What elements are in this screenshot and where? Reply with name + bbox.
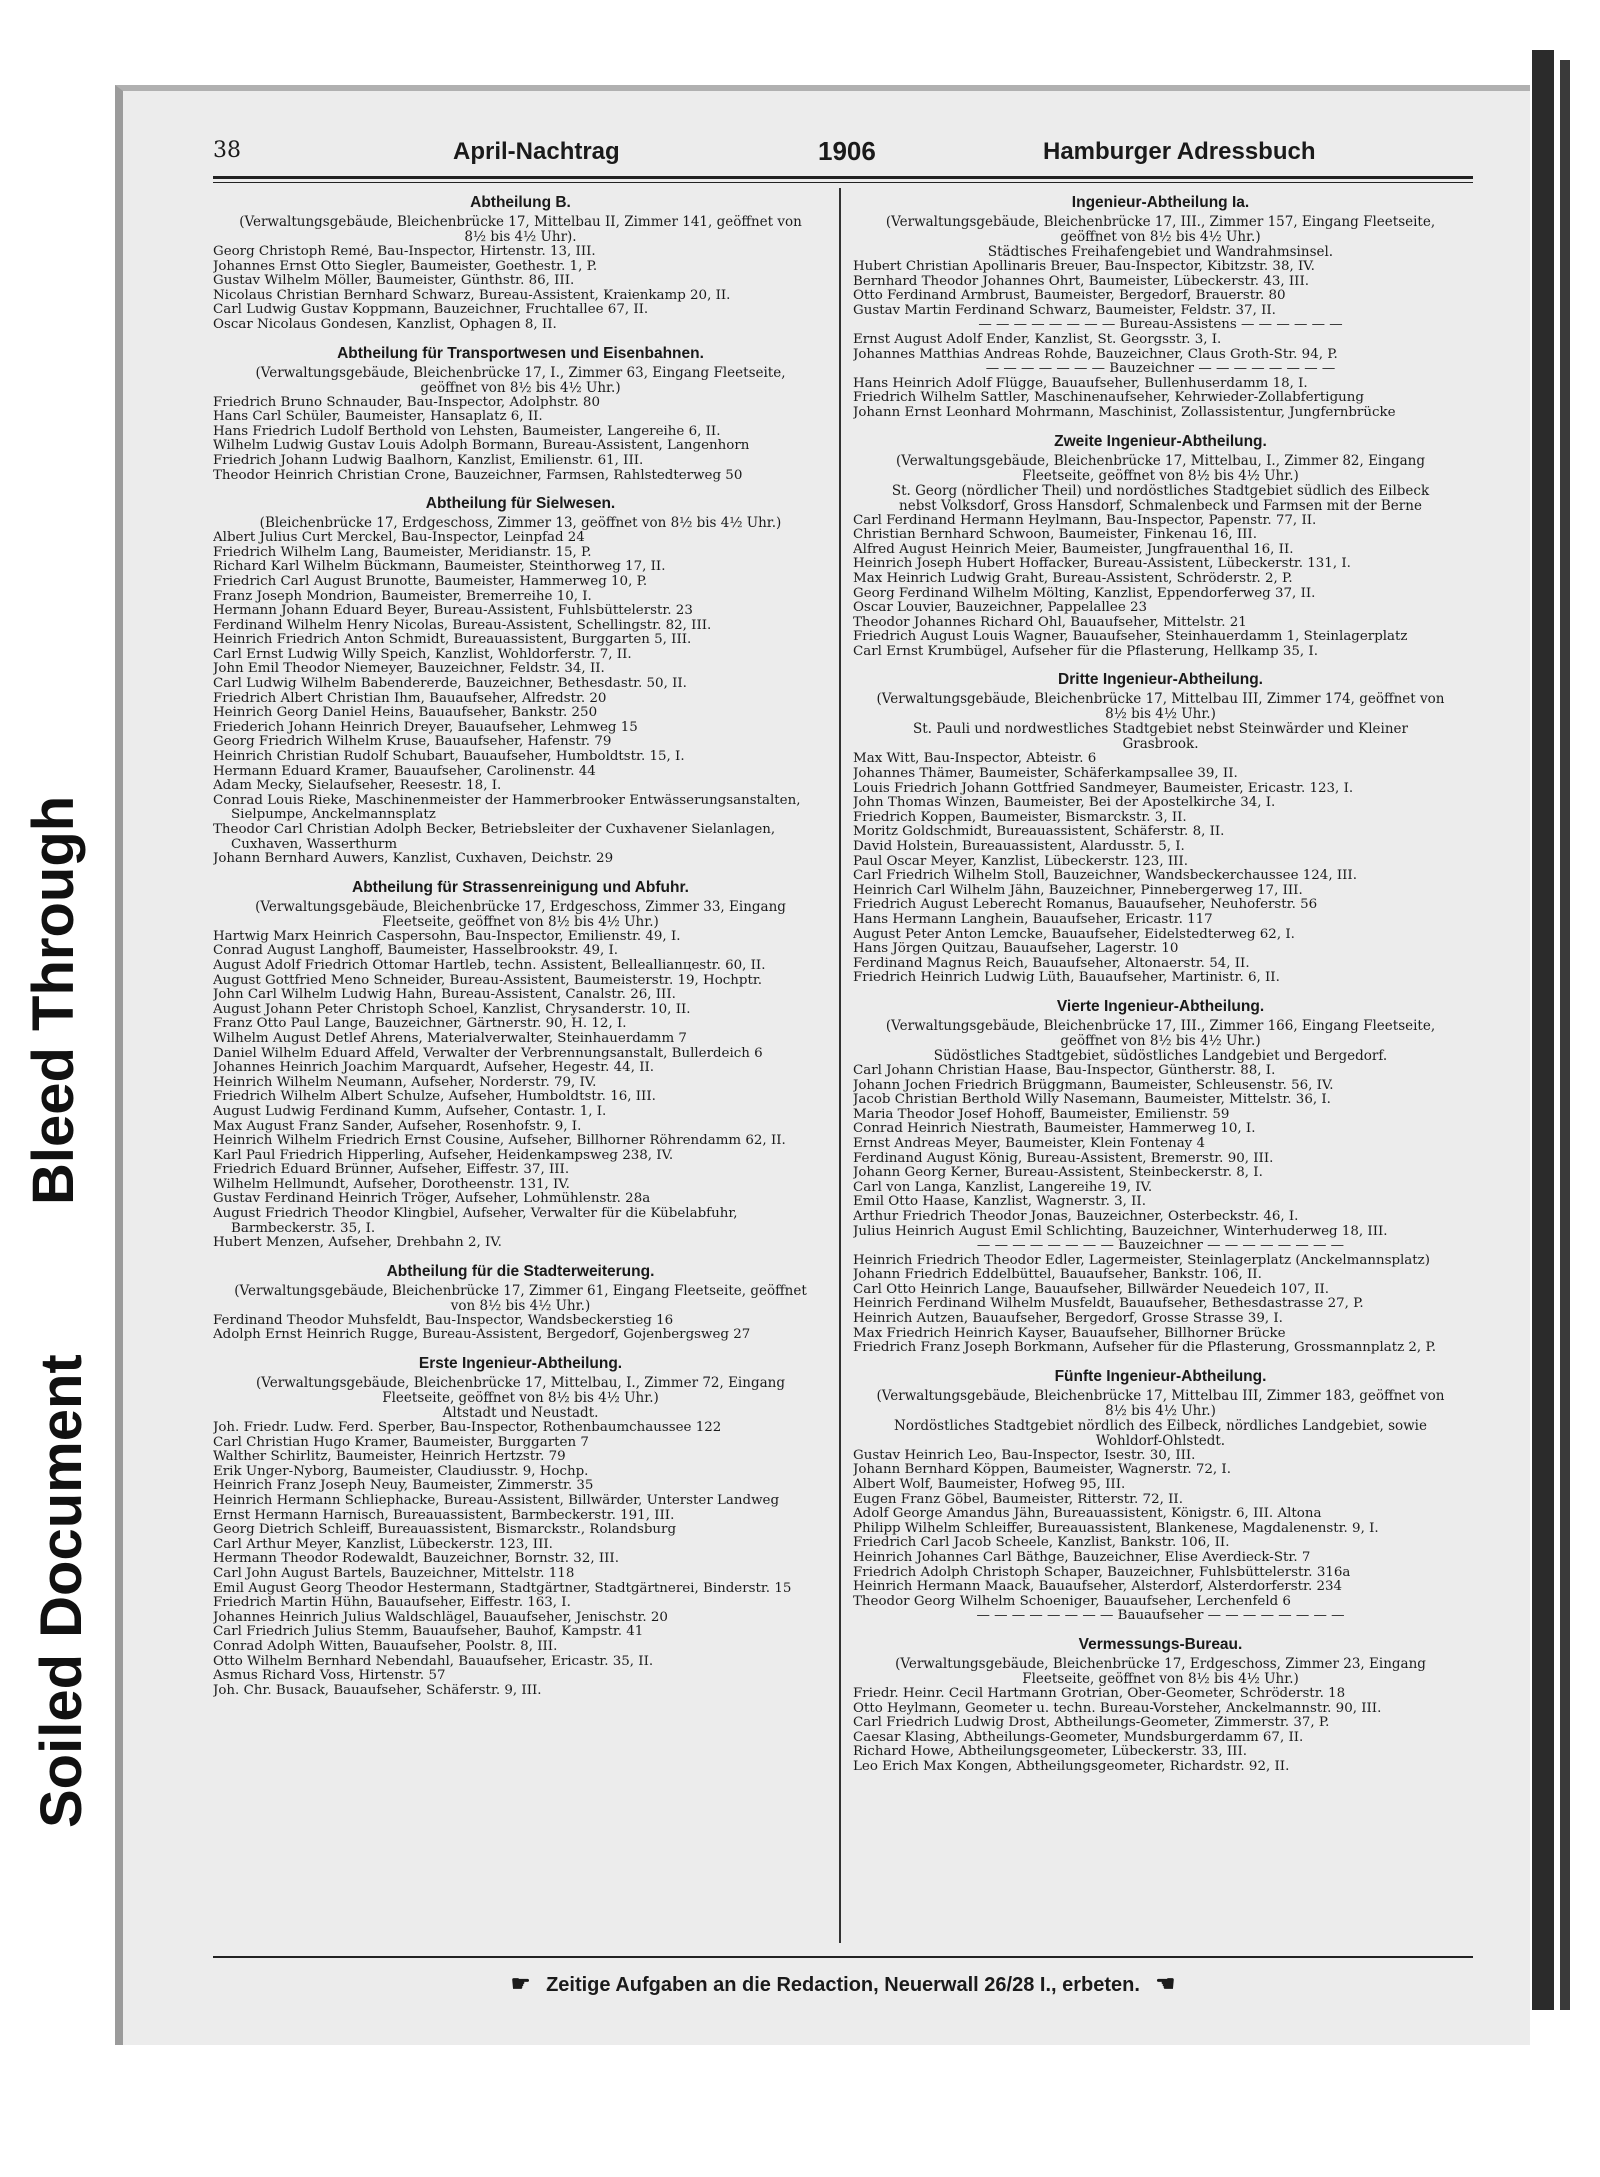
header-year: 1906 xyxy=(818,136,876,166)
section-address: (Verwaltungsgebäude, Bleichenbrücke 17, Mittelbau II, Zimmer 141, geöffnet von 8½ bis 4½ Uhr). xyxy=(239,214,802,245)
directory-entry: John Thomas Winzen, Baumeister, Bei der Apostelkirche 34, I. xyxy=(853,796,1276,811)
directory-entry: Hubert Christian Apollinaris Breuer, Bau-Inspector, Kibitzstr. 38, IV. xyxy=(853,260,1315,274)
section-address: (Verwaltungsgebäude, Bleichenbrücke 17, III., Zimmer 157, Eingang Fleetseite, geöffnet von 8½ bis 4½ Uhr.) xyxy=(885,214,1436,245)
directory-entry: Carl Arthur Meyer, Kanzlist, Lübeckerstr. 123, III. xyxy=(213,1537,553,1552)
directory-entry: Carl John August Bartels, Bauzeichner, Mittelstr. 118 xyxy=(213,1566,575,1581)
section-title: Fünfte Ingenieur-Abtheilung. xyxy=(1054,1367,1267,1385)
section-address: (Verwaltungsgebäude, Bleichenbrücke 17, Mittelbau, I., Zimmer 82, Eingang Fleetseite, geöffnet von 8½ bis 4½ Uhr.) xyxy=(896,452,1425,484)
directory-entry: Bernhard Theodor Johannes Ohrt, Baumeister, Lübeckerstr. 43, III. xyxy=(853,274,1309,289)
directory-entry: Friedrich Koppen, Baumeister, Bismarckstr. 3, II. xyxy=(853,810,1187,825)
directory-entry: Heinrich Carl Wilhelm Jähn, Bauzeichner, Pinnebergerweg 17, III. xyxy=(853,883,1303,898)
directory-entry: Adolph Ernst Heinrich Rugge, Bureau-Assistent, Bergedorf, Gojenbergsweg 27 xyxy=(213,1328,751,1343)
directory-entry: August Ludwig Ferdinand Kumm, Aufseher, Contastr. 1, I. xyxy=(213,1104,607,1119)
directory-entry: Carl Ludwig Gustav Koppmann, Bauzeichner, Fruchtallee 67, II. xyxy=(213,303,649,318)
dashed-separator: — — — — — — — — Bureau-Assistens — — — — — — xyxy=(978,318,1343,333)
header-edition: April-Nachtrag xyxy=(453,138,620,165)
directory-entry: David Holstein, Bureauassistent, Alardusstr. 5, I. xyxy=(853,840,1185,855)
directory-entry: Johann Bernhard Köppen, Baumeister, Wagnerstr. 72, I. xyxy=(853,1463,1231,1478)
section-title: Abtheilung für Strassenreinigung und Abfuhr. xyxy=(352,878,689,896)
directory-entry: Hans Hermann Langhein, Bauaufseher, Ericastr. 117 xyxy=(853,913,1213,927)
directory-entry: Adolf George Amandus Jähn, Bureauassistent, Königstr. 6, III. Altona xyxy=(853,1507,1322,1522)
directory-entry: Heinrich Autzen, Bauaufseher, Bergedorf, Grosse Strasse 39, I. xyxy=(853,1312,1283,1327)
directory-entry: John Carl Wilhelm Ludwig Hahn, Bureau-Assistent, Canalstr. 26, III. xyxy=(213,988,676,1003)
directory-entry: Hans Carl Schüler, Baumeister, Hansaplatz 6, II. xyxy=(213,410,543,425)
directory-entry: Max August Franz Sander, Aufseher, Rosenhofstr. 9, I. xyxy=(213,1119,582,1134)
directory-entry: Jacob Christian Berthold Willy Nasemann, Baumeister, Mittelstr. 36, I. xyxy=(853,1093,1331,1108)
directory-entry: Gustav Wilhelm Möller, Baumeister, Günthstr. 86, III. xyxy=(213,274,575,289)
section-title: Abtheilung für Transportwesen und Eisenbahnen. xyxy=(337,344,704,362)
directory-entry: Joh. Friedr. Ludw. Ferd. Sperber, Bau-Inspector, Rothenbaumchaussee 122 xyxy=(213,1421,722,1436)
directory-entry: Asmus Richard Voss, Hirtenstr. 57 xyxy=(213,1669,446,1684)
section-title: Erste Ingenieur-Abtheilung. xyxy=(418,1355,623,1373)
document-page xyxy=(115,85,1530,2045)
section-address: (Verwaltungsgebäude, Bleichenbrücke 17, Erdgeschoss, Zimmer 23, Eingang Fleetseite, geöffnet von 8½ bis 4½ Uhr.) xyxy=(895,1655,1426,1687)
directory-entry: Daniel Wilhelm Eduard Affeld, Verwalter der Verbrennungsanstalt, Bullerdeich 6 xyxy=(213,1046,763,1061)
directory-entry: Friedrich Wilhelm Albert Schulze, Aufseher, Humboldtstr. 16, III. xyxy=(213,1090,656,1105)
directory-entry: Heinrich Friedrich Anton Schmidt, Bureauassistent, Burggarten 5, III. xyxy=(213,633,692,648)
directory-entry: Max Heinrich Ludwig Graht, Bureau-Assistent, Schröderstr. 2, P. xyxy=(853,571,1293,586)
directory-entry: Hans Heinrich Adolf Flügge, Bauaufseher, Bullenhuserdamm 18, I. xyxy=(853,376,1308,391)
directory-entry: Ernst Hermann Harnisch, Bureauassistent, Barmbeckerstr. 191, III. xyxy=(213,1508,675,1523)
section xyxy=(853,1636,1468,1775)
section-address: (Verwaltungsgebäude, Bleichenbrücke 17, Erdgeschoss, Zimmer 33, Eingang Fleetseite, geöffnet von 8½ bis 4½ Uhr.) xyxy=(255,898,786,930)
directory-entry: Theodor Georg Wilhelm Schoeniger, Bauaufseher, Lerchenfeld 6 xyxy=(853,1594,1291,1609)
bleed-through-label: Bleed Through xyxy=(21,795,86,1205)
section-address: (Verwaltungsgebäude, Bleichenbrücke 17, Mittelbau, I., Zimmer 72, Eingang Fleetseite, geöffnet von 8½ bis 4½ Uhr.) xyxy=(256,1375,785,1407)
directory-entry: Hubert Menzen, Aufseher, Drehbahn 2, IV. xyxy=(213,1236,502,1251)
section-address: (Bleichenbrücke 17, Erdgeschoss, Zimmer 13, geöffnet von 8½ bis 4½ Uhr.) xyxy=(259,515,782,532)
directory-entry: Otto Ferdinand Armbrust, Baumeister, Bergedorf, Brauerstr. 80 xyxy=(853,289,1286,304)
section-title: Abtheilung B. xyxy=(470,194,571,211)
directory-entry: Ferdinand Theodor Muhsfeldt, Bau-Inspector, Wandsbeckerstieg 16 xyxy=(213,1313,674,1328)
directory-entry: Johannes Matthias Andreas Rohde, Bauzeichner, Claus Groth-Str. 94, P. xyxy=(853,347,1338,362)
section-title: Ingenieur-Abtheilung Ia. xyxy=(1071,194,1250,211)
directory-entry: Otto Wilhelm Bernhard Nebendahl, Bauaufseher, Ericastr. 35, II. xyxy=(213,1654,654,1669)
directory-entry: Carl Ferdinand Hermann Heylmann, Bau-Inspector, Papenstr. 77, II. xyxy=(853,513,1317,528)
directory-entry: Christian Bernhard Schwoon, Baumeister, Finkenau 16, III. xyxy=(853,528,1257,543)
directory-entry: August Adolf Friedrich Ottomar Hartleb, techn. Assistent, Belleallianцestr. 60, II. xyxy=(213,958,766,973)
directory-entry: Johann Ernst Leonhard Mohrmann, Maschinist, Zollassistentur, Jungfernbrücke xyxy=(853,405,1396,420)
directory-entry: Franz Joseph Mondrion, Baumeister, Bremerreihe 10, I. xyxy=(213,589,592,604)
scan-binding-shadow xyxy=(1560,60,1570,2010)
directory-entry: Caesar Klasing, Abtheilungs-Geometer, Mundsburgerdamm 67, II. xyxy=(853,1730,1304,1745)
directory-entry: Heinrich Wilhelm Friedrich Ernst Cousine, Aufseher, Billhorner Röhrendamm 62, II. xyxy=(213,1134,786,1149)
directory-entry: Heinrich Ferdinand Wilhelm Musfeldt, Bauaufseher, Bethesdastrasse 27, P. xyxy=(853,1297,1364,1312)
section-title: Abtheilung für Sielwesen. xyxy=(425,495,616,513)
section-address: (Verwaltungsgebäude, Bleichenbrücke 17, Zimmer 61, Eingang Fleetseite, geöffnet von 8½ bis 4½ Uhr.) xyxy=(234,1282,807,1314)
column-divider xyxy=(839,188,841,1943)
directory-entry: Hermann Theodor Rodewaldt, Bauzeichner, Bornstr. 32, III. xyxy=(213,1552,619,1567)
directory-entry: Hartwig Marx Heinrich Caspersohn, Bau-Inspector, Emilienstr. 49, I. xyxy=(213,929,681,944)
directory-entry: Albert Julius Curt Merckel, Bau-Inspector, Leinpfad 24 xyxy=(213,531,585,546)
directory-entry: Johann Jochen Friedrich Brüggmann, Baumeister, Schleusenstr. 56, IV. xyxy=(853,1078,1334,1093)
directory-entry: Carl Johann Christian Haase, Bau-Inspector, Güntherstr. 88, I. xyxy=(853,1063,1276,1078)
directory-entry: Georg Friedrich Wilhelm Kruse, Bauaufseher, Hafenstr. 79 xyxy=(213,735,612,750)
directory-entry: Heinrich Christian Rudolf Schubart, Bauaufseher, Humboldtstr. 15, I. xyxy=(213,750,685,765)
directory-entry: Johannes Ernst Otto Siegler, Baumeister, Goethestr. 1, P. xyxy=(213,259,598,274)
directory-entry: Carl Otto Heinrich Lange, Bauaufseher, Billwärder Neuedeich 107, II. xyxy=(853,1282,1330,1297)
directory-entry: Friedrich Johann Ludwig Baalhorn, Kanzlist, Emilienstr. 61, III. xyxy=(213,453,644,468)
directory-entry: Heinrich Wilhelm Neumann, Aufseher, Norderstr. 79, IV. xyxy=(213,1075,597,1090)
directory-entry: Richard Karl Wilhelm Bückmann, Baumeister, Steinthorweg 17, II. xyxy=(213,560,666,575)
header-rule-thin xyxy=(213,182,1473,183)
section-address: (Verwaltungsgebäude, Bleichenbrücke 17, Mittelbau III, Zimmer 174, geöffnet von 8½ bis 4½ Uhr.) xyxy=(876,691,1445,723)
directory-entry: Albert Wolf, Baumeister, Hofweg 95, III. xyxy=(853,1478,1126,1493)
section-district-note: Altstadt und Neustadt. xyxy=(442,1405,599,1422)
directory-entry: Theodor Johannes Richard Ohl, Bauaufseher, Mittelstr. 21 xyxy=(853,615,1247,630)
directory-entry: Friedrich Adolph Christoph Schaper, Bauzeichner, Fuhlsbüttelerstr. 316a xyxy=(853,1565,1351,1580)
directory-entry: Leo Erich Max Kongen, Abtheilungsgeometer, Richardstr. 92, II. xyxy=(853,1759,1290,1774)
directory-entry: John Emil Theodor Niemeyer, Bauzeichner, Feldstr. 34, II. xyxy=(213,662,605,677)
dashed-separator: — — — — — — — — Bauaufseher — — — — — — — — xyxy=(976,1609,1345,1624)
directory-entry: Theodor Carl Christian Adolph Becker, Betriebsleiter der Cuxhavener Sielanlagen, Cuxhaven, Wasserthurm xyxy=(213,823,776,852)
directory-entry: Paul Oscar Meyer, Kanzlist, Lübeckerstr. 123, III. xyxy=(853,854,1188,869)
directory-entry: Friedrich Martin Hühn, Bauaufseher, Eiffestr. 163, I. xyxy=(213,1596,571,1611)
directory-entry: Ernst Andreas Meyer, Baumeister, Klein Fontenay 4 xyxy=(853,1136,1206,1151)
directory-entry: Conrad August Langhoff, Baumeister, Hasselbrookstr. 49, I. xyxy=(213,944,619,959)
directory-entry: Friedrich Bruno Schnauder, Bau-Inspector, Adolphstr. 80 xyxy=(213,395,600,410)
directory-entry: Emil Otto Haase, Kanzlist, Wagnerstr. 3, II. xyxy=(853,1195,1146,1210)
directory-entry: Ernst August Adolf Ender, Kanzlist, St. Georgsstr. 3, I. xyxy=(853,332,1222,347)
directory-entry: Johann Bernhard Auwers, Kanzlist, Cuxhaven, Deichstr. 29 xyxy=(213,852,614,867)
directory-entry: Erik Unger-Nyborg, Baumeister, Claudiusstr. 9, Hochp. xyxy=(213,1464,589,1479)
pointing-hand-left-icon: ☚ xyxy=(1155,1971,1176,1996)
directory-entry: Heinrich Johannes Carl Bäthge, Bauzeichner, Elise Averdieck-Str. 7 xyxy=(853,1551,1311,1565)
directory-entry: Adam Mecky, Sielaufseher, Reesestr. 18, I. xyxy=(213,779,502,794)
directory-entry: Wilhelm Hellmundt, Aufseher, Dorotheenstr. 131, IV. xyxy=(213,1177,570,1192)
directory-entry: Carl Friedrich Ludwig Drost, Abtheilungs-Geometer, Zimmerstr. 37, P. xyxy=(853,1716,1330,1731)
section-title: Zweite Ingenieur-Abtheilung. xyxy=(1054,432,1267,450)
directory-entry: Eugen Franz Göbel, Baumeister, Ritterstr. 72, II. xyxy=(853,1492,1183,1507)
directory-entry: August Johann Peter Christoph Schoel, Kanzlist, Chrysanderstr. 10, II. xyxy=(213,1002,691,1017)
directory-entry: Friedr. Heinr. Cecil Hartmann Grotrian, Ober-Geometer, Schröderstr. 18 xyxy=(853,1686,1346,1701)
directory-entry: Georg Christoph Remé, Bau-Inspector, Hirtenstr. 13, III. xyxy=(213,245,596,259)
directory-entry: Friedrich August Leberecht Romanus, Bauaufseher, Neuhoferstr. 56 xyxy=(853,898,1318,913)
section-title: Vermessungs-Bureau. xyxy=(1078,1635,1243,1653)
pointing-hand-right-icon: ☛ xyxy=(510,1971,531,1996)
directory-entry: Friedrich Carl Jacob Scheele, Kanzlist, Bankstr. 106, II. xyxy=(853,1536,1230,1551)
directory-entry: Carl Friedrich Wilhelm Stoll, Bauzeichner, Wandsbeckerchaussee 124, III. xyxy=(853,869,1357,884)
directory-entry: Theodor Heinrich Christian Crone, Bauzeichner, Farmsen, Rahlstedterweg 50 xyxy=(213,468,743,483)
directory-entry: Ferdinand Wilhelm Henry Nicolas, Bureau-Assistent, Schellingstr. 82, III. xyxy=(213,618,712,633)
directory-entry: Friedrich Albert Christian Ihm, Bauaufseher, Alfredstr. 20 xyxy=(213,691,607,706)
directory-entry: Emil August Georg Theodor Hestermann, Stadtgärtner, Stadtgärtnerei, Binderstr. 15 xyxy=(213,1581,792,1596)
section xyxy=(853,671,1468,986)
directory-entry: Arthur Friedrich Theodor Jonas, Bauzeichner, Osterbeckstr. 46, I. xyxy=(853,1209,1299,1224)
dashed-separator: — — — — — — — — Bauzeichner — — — — — — — — xyxy=(976,1239,1345,1254)
section-district-note: Nordöstliches Stadtgebiet nördlich des Eilbeck, nördliches Landgebiet, sowie Wohldorf-Ohlstedt. xyxy=(894,1417,1427,1449)
section-district-note: St. Pauli und nordwestliches Stadtgebiet nebst Steinwärder und Kleiner Grasbrook. xyxy=(913,721,1408,753)
directory-entry: Johannes Heinrich Joachim Marquardt, Aufseher, Hegestr. 44, II. xyxy=(213,1061,655,1076)
directory-entry: Julius Heinrich August Emil Schlichting, Bauzeichner, Winterhuderweg 18, III. xyxy=(853,1224,1388,1239)
footer-text: Zeitige Aufgaben an die Redaction, Neuerwall 26/28 I., erbeten. xyxy=(546,1974,1140,1996)
section xyxy=(213,194,828,333)
directory-entry: Heinrich Joseph Hubert Hoffacker, Bureau-Assistent, Lübeckerstr. 131, I. xyxy=(853,557,1351,572)
directory-entry: Friedrich Eduard Brünner, Aufseher, Eiffestr. 37, III. xyxy=(213,1163,570,1178)
directory-entry: Georg Dietrich Schleiff, Bureauassistent, Bismarckstr., Rolandsburg xyxy=(213,1523,677,1538)
section xyxy=(213,879,828,1251)
directory-entry: Johann Georg Kerner, Bureau-Assistent, Steinbeckerstr. 8, I. xyxy=(853,1166,1263,1181)
directory-entry: Gustav Ferdinand Heinrich Tröger, Aufseher, Lohmühlenstr. 28a xyxy=(213,1192,651,1207)
section xyxy=(213,345,828,484)
footer-rule xyxy=(213,1956,1473,1958)
section-title: Abtheilung für die Stadterweiterung. xyxy=(386,1262,655,1280)
directory-entry: Richard Howe, Abtheilungsgeometer, Lübeckerstr. 33, III. xyxy=(853,1745,1248,1760)
directory-entry: Friedrich Wilhelm Lang, Baumeister, Meridianstr. 15, P. xyxy=(213,545,592,560)
directory-entry: Heinrich Georg Daniel Heins, Bauaufseher, Bankstr. 250 xyxy=(213,706,598,721)
directory-entry: Hermann Johann Eduard Beyer, Bureau-Assistent, Fuhlsbüttelerstr. 23 xyxy=(213,604,693,619)
section-district-note: Südöstliches Stadtgebiet, südöstliches Landgebiet und Bergedorf. xyxy=(933,1047,1388,1064)
directory-entry: Maria Theodor Josef Hohoff, Baumeister, Emilienstr. 59 xyxy=(853,1107,1230,1122)
directory-entry: Moritz Goldschmidt, Bureauassistent, Schäferstr. 8, II. xyxy=(853,825,1225,840)
directory-entry: Carl Ernst Krumbügel, Aufseher für die Pflasterung, Hellkamp 35, I. xyxy=(853,644,1318,659)
directory-entry: Max Witt, Bau-Inspector, Abteistr. 6 xyxy=(853,752,1097,767)
footer-notice xyxy=(213,1971,1473,1997)
section-title: Dritte Ingenieur-Abtheilung. xyxy=(1058,671,1263,689)
directory-entry: August Gottfried Meno Schneider, Bureau-Assistent, Baumeisterstr. 19, Hochptr. xyxy=(213,973,763,988)
page-header xyxy=(213,126,1483,168)
section xyxy=(213,495,828,867)
directory-entry: Hermann Eduard Kramer, Bauaufseher, Carolinenstr. 44 xyxy=(213,764,596,779)
directory-entry: Heinrich Friedrich Theodor Edler, Lagermeister, Steinlagerplatz (Anckelmannsplatz) xyxy=(853,1253,1430,1268)
directory-entry: Ferdinand August König, Bureau-Assistent, Bremerstr. 90, III. xyxy=(853,1151,1274,1166)
directory-entry: Friederich Johann Heinrich Dreyer, Bauaufseher, Lehmweg 15 xyxy=(213,720,638,735)
directory-entry: Wilhelm Ludwig Gustav Louis Adolph Bormann, Bureau-Assistent, Langenhorn xyxy=(213,439,750,454)
directory-entry: Oscar Louvier, Bauzeichner, Pappelallee 23 xyxy=(853,601,1148,616)
directory-entry: Friedrich Carl August Brunotte, Baumeister, Hammerweg 10, P. xyxy=(213,574,648,589)
directory-entry: Max Friedrich Heinrich Kayser, Bauaufseher, Billhorner Brücke xyxy=(853,1326,1286,1341)
section-district-note: St. Georg (nördlicher Theil) und nordöstliches Stadtgebiet südlich des Eilbeck nebst Volksdorf, Gross Hansdorf, Schmalenbeck und Farmsen mit der Berne xyxy=(891,482,1430,514)
scan-top-margin xyxy=(0,0,1600,50)
directory-entry: Ferdinand Magnus Reich, Bauaufseher, Altonaerstr. 54, II. xyxy=(853,956,1250,971)
directory-entry: Heinrich Hermann Maack, Bauaufseher, Alsterdorf, Alsterdorferstr. 234 xyxy=(853,1580,1343,1595)
directory-entry: Carl Christian Hugo Kramer, Baumeister, Burggarten 7 xyxy=(213,1435,589,1450)
directory-entry: Joh. Chr. Busack, Bauaufseher, Schäferstr. 9, III. xyxy=(213,1683,542,1698)
section-address: (Verwaltungsgebäude, Bleichenbrücke 17, III., Zimmer 166, Eingang Fleetseite, geöffnet von 8½ bis 4½ Uhr.) xyxy=(885,1017,1436,1049)
section xyxy=(853,998,1468,1356)
directory-entry: Wilhelm August Detlef Ahrens, Materialverwalter, Steinhauerdamm 7 xyxy=(213,1031,687,1046)
directory-entry: Oscar Nicolaus Gondesen, Kanzlist, Ophagen 8, II. xyxy=(213,317,557,332)
directory-entry: Walther Schirlitz, Baumeister, Heinrich Hertzstr. 79 xyxy=(213,1450,566,1465)
directory-entry: Hans Jörgen Quitzau, Bauaufseher, Lagerstr. 10 xyxy=(853,942,1179,957)
directory-entry: Georg Ferdinand Wilhelm Mölting, Kanzlist, Eppendorferweg 37, II. xyxy=(853,586,1316,601)
directory-entry: Hans Friedrich Ludolf Berthold von Lehsten, Baumeister, Langereihe 6, II. xyxy=(213,424,721,439)
directory-entry: Otto Heylmann, Geometer u. techn. Bureau-Vorsteher, Anckelmannstr. 90, III. xyxy=(853,1701,1382,1716)
scan-binding-edge xyxy=(1532,50,1554,2010)
directory-entry: Conrad Heinrich Niestrath, Baumeister, Hammerweg 10, I. xyxy=(853,1122,1256,1137)
directory-entry: Friedrich August Louis Wagner, Bauaufseher, Steinhauerdamm 1, Steinlagerplatz xyxy=(853,630,1408,645)
directory-entry: Conrad Louis Rieke, Maschinenmeister der Hammerbrooker Entwässerungsanstalten, Sielpumpe, Anckelmannsplatz xyxy=(213,793,801,823)
section xyxy=(853,433,1468,660)
directory-entry: Johannes Heinrich Julius Waldschlägel, Bauaufseher, Jenischstr. 20 xyxy=(213,1610,668,1625)
directory-entry: Gustav Martin Ferdinand Schwarz, Baumeister, Feldstr. 37, II. xyxy=(853,303,1276,318)
section xyxy=(853,194,1468,421)
directory-entry: Alfred August Heinrich Meier, Baumeister, Jungfrauenthal 16, II. xyxy=(853,542,1294,557)
directory-entry: Louis Friedrich Johann Gottfried Sandmeyer, Baumeister, Ericastr. 123, I. xyxy=(853,781,1354,796)
section xyxy=(853,1368,1468,1624)
page-number: 38 xyxy=(213,138,241,163)
section-address: (Verwaltungsgebäude, Bleichenbrücke 17, Mittelbau III, Zimmer 183, geöffnet von 8½ bis 4½ Uhr.) xyxy=(876,1387,1445,1419)
left-column xyxy=(213,188,828,1943)
directory-entry: Conrad Adolph Witten, Bauaufseher, Poolstr. 8, III. xyxy=(213,1639,558,1654)
section-address: (Verwaltungsgebäude, Bleichenbrücke 17, I., Zimmer 63, Eingang Fleetseite, geöffnet von 8½ bis 4½ Uhr.) xyxy=(255,364,786,396)
directory-entry: Friedrich Heinrich Ludwig Lüth, Bauaufseher, Martinistr. 6, II. xyxy=(853,971,1280,986)
directory-entry: Carl Ludwig Wilhelm Babendererde, Bauzeichner, Bethesdastr. 50, II. xyxy=(213,677,687,692)
directory-entry: Nicolaus Christian Bernhard Schwarz, Bureau-Assistent, Kraienkamp 20, II. xyxy=(213,288,731,303)
section xyxy=(213,1263,828,1343)
directory-entry: Karl Paul Friedrich Hipperling, Aufseher, Heidenkampsweg 238, IV. xyxy=(213,1148,674,1163)
directory-entry: Johann Friedrich Eddelbüttel, Bauaufseher, Bankstr. 106, II. xyxy=(853,1268,1262,1283)
directory-entry: Philipp Wilhelm Schleiffer, Bureauassistent, Blankenese, Magdalenenstr. 9, I. xyxy=(853,1521,1379,1536)
section-title: Vierte Ingenieur-Abtheilung. xyxy=(1056,997,1265,1015)
dashed-separator: — — — — — — — Bauzeichner — — — — — — — — xyxy=(985,362,1336,377)
header-rule xyxy=(213,176,1473,179)
right-column xyxy=(853,188,1468,1943)
section-district-note: Städtisches Freihafengebiet und Wandrahmsinsel. xyxy=(987,244,1334,260)
directory-entry: Carl von Langa, Kanzlist, Langereihe 19, IV. xyxy=(853,1180,1153,1195)
directory-entry: August Peter Anton Lemcke, Bauaufseher, Eidelstedterweg 62, I. xyxy=(853,927,1295,942)
directory-entry: Heinrich Hermann Schliephacke, Bureau-Assistent, Billwärder, Unterster Landweg xyxy=(213,1494,780,1508)
directory-entry: Friedrich Franz Joseph Borkmann, Aufseher für die Pflasterung, Grossmannplatz 2, P. xyxy=(853,1341,1436,1356)
directory-entry: August Friedrich Theodor Klingbiel, Aufseher, Verwalter für die Kübelabfuhr, Barmbeckerstr. 35, I. xyxy=(213,1207,738,1236)
directory-entry: Johannes Thämer, Baumeister, Schäferkampsallee 39, II. xyxy=(853,767,1238,782)
section xyxy=(213,1355,828,1698)
header-book-title: Hamburger Adressbuch xyxy=(1043,138,1316,165)
directory-entry: Heinrich Franz Joseph Neuy, Baumeister, Zimmerstr. 35 xyxy=(213,1479,594,1494)
directory-entry: Carl Ernst Ludwig Willy Speich, Kanzlist, Wohldorferstr. 7, II. xyxy=(213,647,632,662)
directory-entry: Carl Friedrich Julius Stemm, Bauaufseher, Bauhof, Kampstr. 41 xyxy=(213,1625,644,1640)
directory-entry: Franz Otto Paul Lange, Bauzeichner, Gärtnerstr. 90, H. 12, I. xyxy=(213,1017,627,1032)
soiled-document-label: Soiled Document xyxy=(29,1354,94,1828)
directory-entry: Gustav Heinrich Leo, Bau-Inspector, Isestr. 30, III. xyxy=(853,1448,1196,1463)
directory-entry: Friedrich Wilhelm Sattler, Maschinenaufseher, Kehrwieder-Zollabfertigung xyxy=(853,391,1364,406)
